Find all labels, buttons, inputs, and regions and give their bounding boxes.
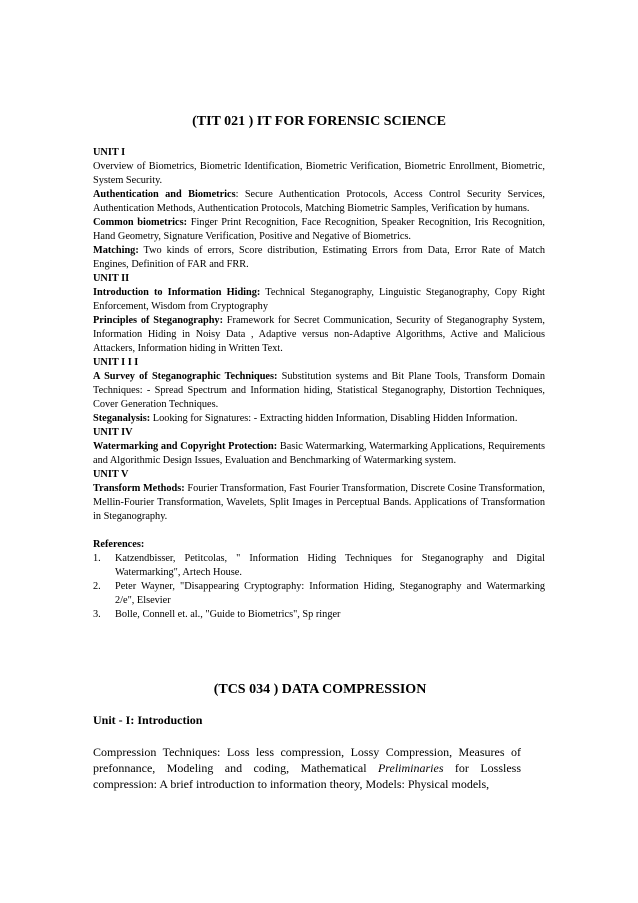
- section1-title: (TIT 021 ) IT FOR FORENSIC SCIENCE: [192, 114, 446, 129]
- topic-label: Matching:: [93, 245, 139, 256]
- reference-text: Katzendbisser, Petitcolas, " Information Hiding Techniques for Steganography and Digital Watermarking", Artech House.: [115, 553, 545, 578]
- topic-text: Basic Watermarking, Watermarking Applications, Requirements and Algorithmic Design Issues, Evaluation and Benchmarking of Watermarking system.: [93, 441, 546, 466]
- section1-body: [93, 146, 545, 622]
- references: [93, 538, 545, 622]
- topic-label: A Survey of Steganographic Techniques:: [93, 371, 278, 382]
- unit-paragraph: [93, 216, 545, 244]
- unit-paragraph: [93, 482, 545, 524]
- reference-item: [93, 608, 545, 622]
- unit-paragraph: [93, 160, 545, 188]
- unit-heading: UNIT I: [93, 147, 126, 158]
- section2-paragraph: [93, 744, 521, 792]
- unit-paragraph: [93, 244, 545, 272]
- topic-label: Steganalysis:: [93, 413, 151, 424]
- topic-label: Common biometrics:: [93, 217, 188, 228]
- reference-number: 1.: [93, 553, 101, 564]
- unit-paragraph: [93, 188, 545, 216]
- topic-text: Technical Steganography, Linguistic Steganography, Copy Right Enforcement, Wisdom from Cryptography: [93, 287, 546, 312]
- topic-text: Framework for Secret Communication, Security of Steganography System, Information Hiding in Noisy Data , Adaptive versus non-Adaptive Algorithms, Active and Malicious Attackers, Information hiding in Written Text.: [93, 315, 545, 354]
- topic-label: Transform Methods:: [93, 483, 185, 494]
- unit-paragraph: [93, 314, 545, 356]
- reference-item: [93, 552, 545, 580]
- topic-text: Finger Print Recognition, Face Recognition, Speaker Recognition, Iris Recognition, Hand Geometry, Signature Verification, Positive and Negative of Biometrics.: [93, 217, 545, 242]
- section2-unit-heading: Unit - I: Introduction: [93, 713, 203, 727]
- unit-paragraph: [93, 440, 545, 468]
- section2-body: [93, 712, 521, 792]
- unit-paragraph: [93, 412, 545, 426]
- unit-paragraph: [93, 286, 545, 314]
- references-list: [93, 552, 545, 622]
- topic-text: : Secure Authentication Protocols, Access Control Security Services, Authentication Methods, Authentication Protocols, Matching Biometric Samples, Verification by humans.: [93, 189, 545, 214]
- topic-label: Watermarking and Copyright Protection:: [93, 441, 278, 452]
- topic-text: Looking for Signatures: - Extracting hidden Information, Disabling Hidden Information.: [150, 413, 518, 424]
- unit-paragraph: [93, 370, 545, 412]
- section2-title: (TCS 034 ) DATA COMPRESSION: [213, 682, 427, 697]
- topic-label: Authentication and Biometrics: [93, 189, 236, 200]
- section2-text-italic: Preliminaries: [377, 761, 444, 775]
- topic-text: Substitution systems and Bit Plane Tools, Transform Domain Techniques: - Spread Spectrum and Information hiding, Statistical Steganography, Distortion Techniques, Cover Generation Techniques.: [93, 371, 545, 410]
- topic-text: Fourier Transformation, Fast Fourier Transformation, Discrete Cosine Transformation, Mellin-Fourier Transformation, Wavelets, Split Images in Perceptual Bands. Applications of Transformation in Steganography.: [93, 483, 545, 522]
- topic-text: Overview of Biometrics, Biometric Identification, Biometric Verification, Biometric Enrollment, Biometric, System Security.: [93, 161, 545, 186]
- reference-number: 2.: [93, 581, 101, 592]
- section2-text-part1: Compression Techniques: Loss less compression, Lossy Compression, Measures of prefonnance, Modeling and coding, Mathematical: [93, 745, 521, 775]
- reference-item: [93, 580, 545, 608]
- topic-text: Two kinds of errors, Score distribution, Estimating Errors from Data, Error Rate of Match Engines, Definition of FAR and FRR.: [93, 245, 545, 270]
- unit-heading: UNIT I I I: [93, 357, 139, 368]
- unit-heading: UNIT IV: [93, 427, 133, 438]
- topic-label: Introduction to Information Hiding:: [93, 287, 261, 298]
- unit-heading: UNIT II: [93, 273, 130, 284]
- topic-label: Principles of Steganography:: [93, 315, 223, 326]
- reference-text: Bolle, Connell et. al., "Guide to Biometrics", Sp ringer: [115, 609, 341, 620]
- reference-number: 3.: [93, 609, 101, 620]
- reference-text: Peter Wayner, "Disappearing Cryptography: Information Hiding, Steganography and Watermarking 2/e", Elsevier: [115, 581, 545, 606]
- section2-text-part2: for Lossless compression: A brief introduction to information theory, Models: Physical models,: [93, 761, 521, 791]
- references-heading: References:: [93, 539, 145, 550]
- unit-heading: UNIT V: [93, 469, 129, 480]
